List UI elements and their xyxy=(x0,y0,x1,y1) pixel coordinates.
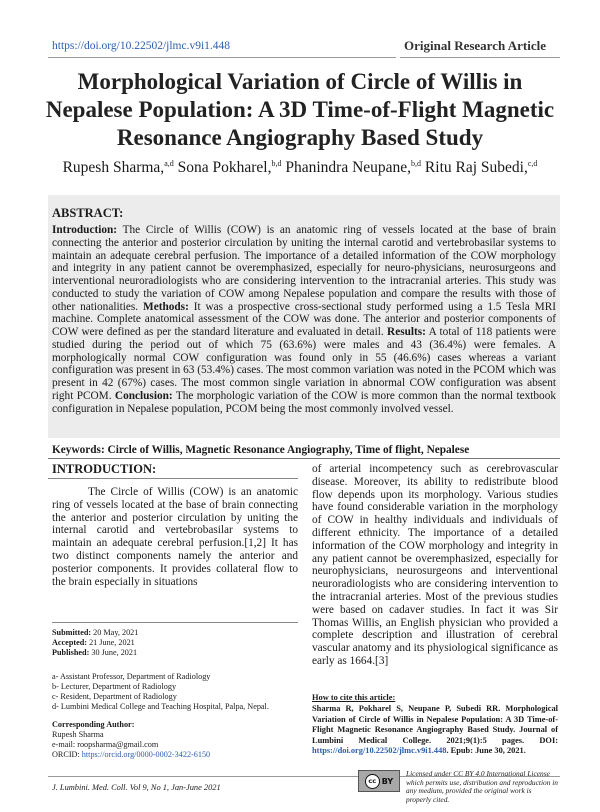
corresponding-author-label: Corresponding Author: xyxy=(52,720,135,729)
corresponding-author-email: e-mail: roopsharma@gmail.com xyxy=(52,740,159,749)
affiliation-item: b- Lecturer, Department of Radiology xyxy=(52,682,177,691)
affiliations xyxy=(52,672,298,712)
author-affiliation-mark: b,d xyxy=(411,159,422,168)
introduction-rule xyxy=(48,478,298,479)
affiliation-item: d- Lumbini Medical College and Teaching Hospital, Palpa, Nepal. xyxy=(52,702,269,711)
author-name: Phanindra Neupane, xyxy=(285,159,412,177)
keywords-rule xyxy=(48,458,560,459)
affiliation-item: a- Assistant Professor, Department of Radiology xyxy=(52,672,211,681)
abstract-methods: It was a prospective cross-sectional study performed using a 1.5 Tesla MRI machine. Complete anatomical assessment of the COW was done. The anterior and posterior components of COW were defined as per the standard literature and evaluated in detail. xyxy=(52,300,557,338)
metadata-rule xyxy=(52,622,298,623)
article-type-label: Original Research Article xyxy=(404,38,547,53)
header-rule-right xyxy=(400,57,560,58)
abstract-introduction-label: Introduction: xyxy=(52,224,118,236)
corresponding-author xyxy=(52,720,298,760)
abstract-results: A total of 118 patients were studied during the period out of which 75 (63.6%) were males and 43 (36.4%) were females. A morphologically normal COW configuration was found only in 55 (46.6%) cases whereas a variant configuration was present in 63 (53.4%) cases. The most common variation was noted in the PCOM which was present in 42 (67%) cases. The most common single variation in abnormal COW configuration was absent right PCOM. xyxy=(52,326,557,402)
introduction-right-column: of arterial incompetency such as cerebrovascular disease. Moreover, its ability to redistribute blood flow depends upon its morphology. Various studies have found considerable variation in the morphology of COW in healthy individuals and individuals of different ethnicity. The importance of a detailed information of the COW morphology and integrity in any patient cannot be overemphasized, especially for neurophysicians, neurosurgeons and interventional neuroradiologists who are considering intervention to the intracranial arteries. Most of the previous studies were based on cadaver studies. In fact it was Sir Thomas Willis, an English physician who provided a complete description and illustration of cerebral vascular anatomy and its physiological significance as early as 1664.[3] xyxy=(312,463,558,667)
accepted-label: Accepted: xyxy=(52,638,88,647)
citation-body: Sharma R, Pokharel S, Neupane P, Subedi RR. Morphological Variation of Circle of Willis in Nepalese Population: A 3D Time-of-Flight Magnetic Resonance Angiography Based Study. Journal of Lumbini Medical College. 2021;9(1):5 pages. DOI: xyxy=(312,704,558,745)
license-text: Licensed under CC BY 4.0 International License which permits use, distribution and reproduction in any medium, provided the original work is properly cited. xyxy=(406,769,558,804)
cc-license-badge[interactable] xyxy=(358,770,400,792)
corresponding-author-name: Rupesh Sharma xyxy=(52,730,104,739)
author-affiliation-mark: b,d xyxy=(271,159,282,168)
abstract-conclusion-label: Conclusion: xyxy=(114,389,173,402)
author-list xyxy=(40,154,560,178)
orcid-link[interactable]: https://orcid.org/0000-0002-3422-6150 xyxy=(81,750,211,759)
abstract-conclusion: The morphologic variation of the COW is more common than the normal textbook configuration in Nepalese population, PCOM being the most commonly involved vessel. xyxy=(52,389,556,415)
published-label: Published: xyxy=(52,648,90,657)
abstract-methods-label: Methods: xyxy=(143,300,189,313)
journal-footer: J. Lumbini. Med. Coll. Vol 9, No 1, Jan-June 2021 xyxy=(52,783,221,792)
author-name: Rupesh Sharma, xyxy=(62,159,165,177)
abstract-body xyxy=(52,224,556,415)
author-affiliation-mark: c,d xyxy=(527,159,538,168)
abstract-introduction: The Circle of Willis (COW) is an anatomic ring of vessels located at the base of brain connecting the anterior and posterior circulation by uniting the internal carotid and vertebrobasilar systems to maintain an adequate cerebral perfusion. The importance of a detailed information of the COW morphology and integrity in any patient cannot be overemphasized, especially for neuro-physicians, neurosurgeons and interventional neuroradiologists who are considering intervention to the intracranial arteries. This study was conducted to study the variation of COW among Nepalese population and compare the results with those of other nationalities. xyxy=(52,224,556,313)
author-name: Ritu Raj Subedi, xyxy=(424,159,528,177)
citation-epub: . Epub: June 30, 2021. xyxy=(446,746,526,755)
citation-heading: How to cite this article: xyxy=(312,693,396,702)
citation-text xyxy=(312,704,558,757)
published-date: 30 June, 2021 xyxy=(91,648,138,657)
affiliation-item: c- Resident, Department of Radiology xyxy=(52,692,177,701)
abstract-heading: ABSTRACT: xyxy=(52,206,124,220)
abstract-results-label: Results: xyxy=(387,326,426,338)
citation-box xyxy=(312,693,558,757)
accepted-date: 21 June, 2021 xyxy=(89,638,135,647)
keywords: Keywords: Circle of Willis, Magnetic Resonance Angiography, Time of flight, Nepalese xyxy=(52,444,470,456)
introduction-heading: INTRODUCTION: xyxy=(52,462,157,476)
header-rule-left xyxy=(48,57,396,58)
orcid-label: ORCID: xyxy=(52,750,80,759)
submission-dates xyxy=(52,628,298,658)
doi-link[interactable]: https://doi.org/10.22502/jlmc.v9i1.448 xyxy=(52,40,231,52)
submitted-date: 20 May, 2021 xyxy=(93,628,139,637)
submitted-label: Submitted: xyxy=(52,628,92,637)
author-name: Sona Pokharel, xyxy=(177,159,272,177)
author-affiliation-mark: a,d xyxy=(164,159,174,168)
introduction-left-column: The Circle of Willis (COW) is an anatomic ring of vessels located at the base of brain connecting the anterior and posterior circulation by uniting the internal carotid and vertebrobasilar systems to maintain an adequate cerebral perfusion.[1,2] It has two distinct components namely the anterior and posterior components. It provides collateral flow to the brain especially in situations xyxy=(52,486,298,588)
cc-icon: cc xyxy=(365,774,380,789)
citation-doi-link[interactable]: https://doi.org/10.22502/jlmc.v9i1.448 xyxy=(312,746,447,755)
cc-by-label: BY xyxy=(381,776,394,786)
article-title: Morphological Variation of Circle of Willis in Nepalese Population: A 3D Time-of-Flight Magnetic Resonance Angiography Based Study xyxy=(45,69,555,150)
